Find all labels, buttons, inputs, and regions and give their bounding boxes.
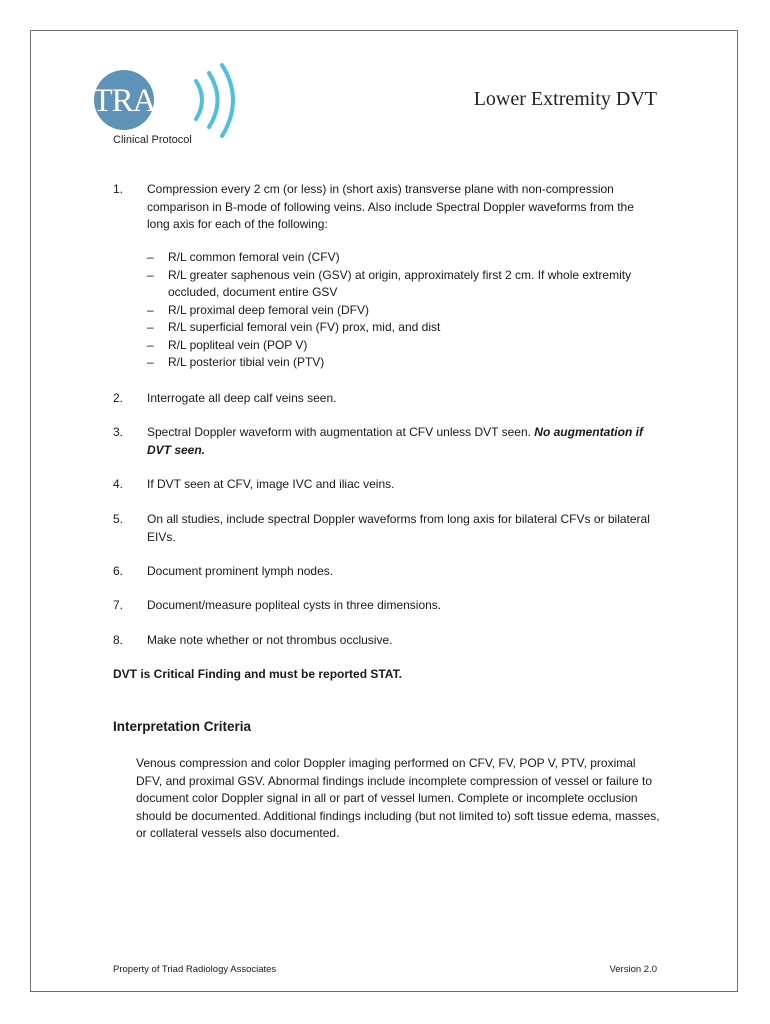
critical-finding-note: DVT is Critical Finding and must be reported STAT. [113,667,402,681]
vein-label: R/L common femoral vein (CFV) [168,250,340,264]
step-number: 5. [113,512,124,526]
interpretation-heading: Interpretation Criteria [113,719,252,734]
step-number: 2. [113,391,124,405]
footer-version: Version 2.0 [609,964,657,975]
vein-label: R/L greater saphenous vein (GSV) at origin, approximately first 2 cm. If whole extremity occluded, document entire GSV [168,267,632,299]
vein-list-item [147,354,659,372]
step-emphasis: No augmentation if DVT seen. [147,425,643,457]
step-number: 3. [113,425,124,439]
step-text: Spectral Doppler waveform with augmentation at CFV unless DVT seen. [147,425,535,439]
interpretation-text: Venous compression and color Doppler imaging performed on CFV, FV, POP V, PTV, proximal DFV, and proximal GSV. Abnormal findings include incomplete compression of vessel or failure to document color Doppler signal in all or part of vessel lumen. Complete or incomplete occlusion should be documented. Additional findings including (but not limited to) soft tissue edema, masses, or collateral vessels also documented. [136,756,660,840]
vein-list-item [147,249,659,267]
vein-list-item [147,319,659,337]
logo-text: TRA [92,82,156,119]
step-number: 6. [113,564,124,578]
vein-label: R/L popliteal vein (POP V) [168,337,308,352]
vein-label: R/L proximal deep femoral vein (DFV) [168,302,369,317]
logo-wave-3 [222,65,233,136]
step-text: If DVT seen at CFV, image IVC and iliac veins. [147,477,395,491]
step-number: 4. [113,477,124,491]
dash-bullet: – [147,355,154,369]
dash-bullet: – [147,302,154,317]
step-text: Document/measure popliteal cysts in three dimensions. [147,598,442,612]
step-text: Compression every 2 cm (or less) in (short axis) transverse plane with non-compression comparison in B-mode of following veins. Also include Spectral Doppler waveforms from the long axis for each of the following: [147,182,634,231]
step-text: On all studies, include spectral Doppler waveforms from long axis for bilateral CFVs or bilateral EIVs. [147,512,650,544]
vein-label: R/L posterior tibial vein (PTV) [168,355,325,369]
vein-list-item [147,302,659,320]
step-number: 1. [113,182,124,196]
logo-wave-1 [196,81,202,119]
vein-list-item [147,337,659,355]
step-text-container [147,424,659,459]
dash-bullet: – [147,337,154,352]
vein-list [147,249,659,372]
document-subtitle: Clinical Protocol [113,134,192,146]
step-number: 8. [113,633,124,647]
page-title: Lower Extremity DVT [473,88,657,110]
logo-wave-2 [209,73,218,127]
vein-list-item [147,267,659,302]
step-number: 7. [113,598,124,612]
dash-bullet: – [147,250,154,264]
step-text: Make note whether or not thrombus occlusive. [147,633,393,647]
dash-bullet: – [147,267,154,282]
step-text: Document prominent lymph nodes. [147,564,334,578]
step-text: Interrogate all deep calf veins seen. [147,391,337,405]
footer-owner: Property of Triad Radiology Associates [113,964,277,975]
vein-label: R/L superficial femoral vein (FV) prox, mid, and dist [168,320,441,334]
dash-bullet: – [147,320,154,334]
